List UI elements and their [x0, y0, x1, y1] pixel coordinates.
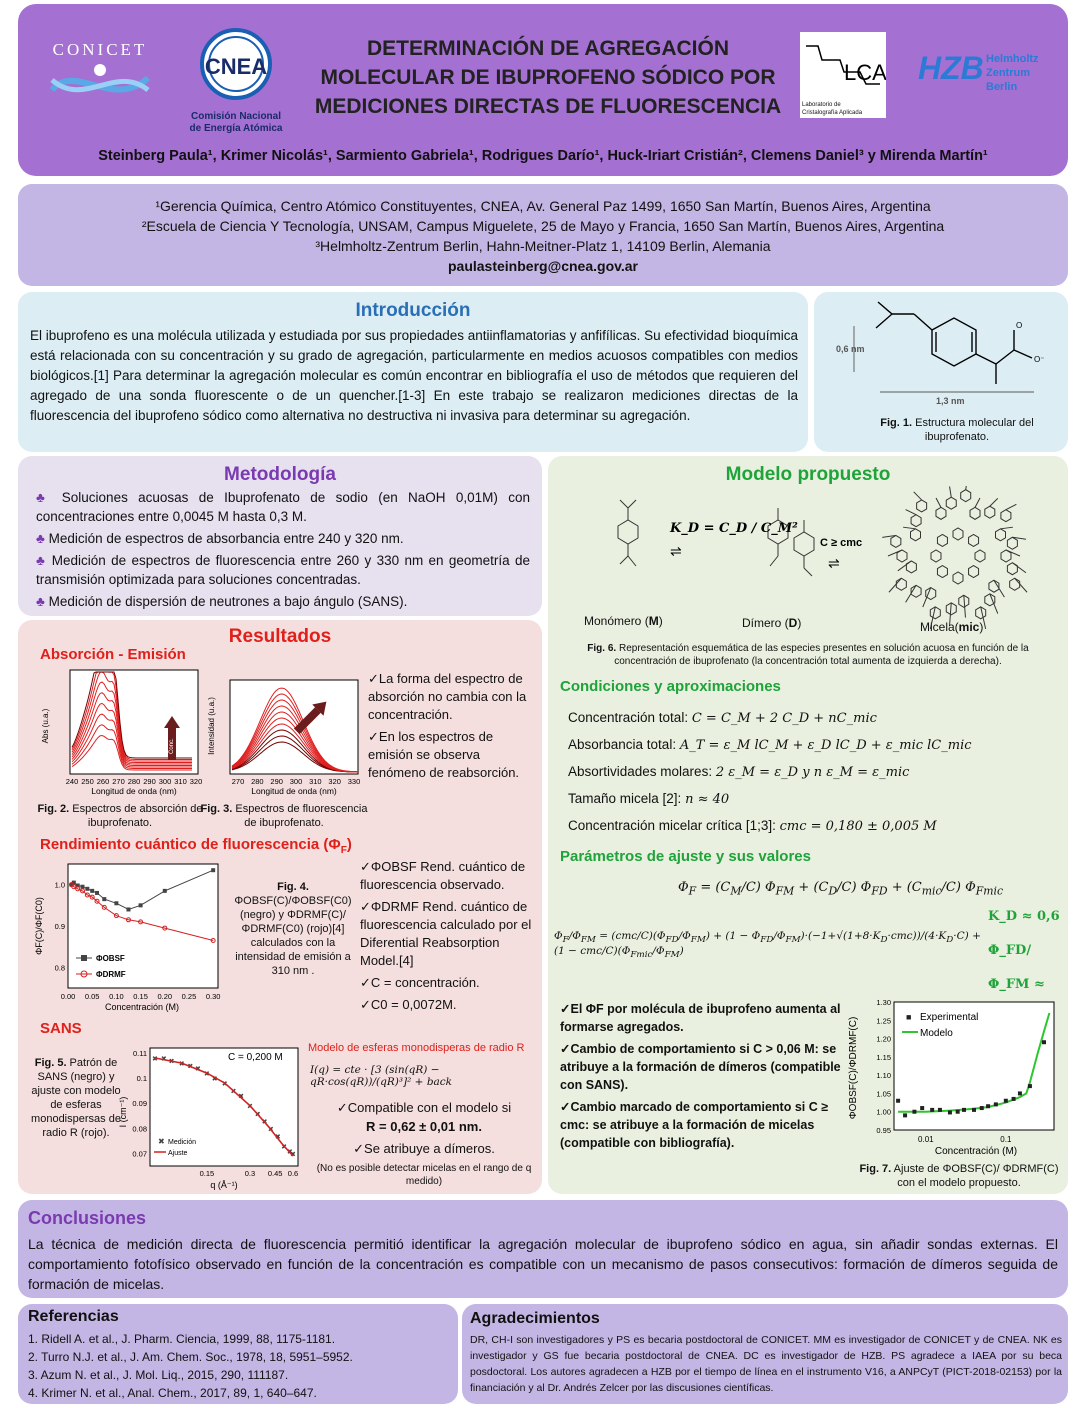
micelle-tail	[950, 487, 952, 498]
tick-label: 0.1	[136, 1074, 147, 1084]
data-point	[1012, 1097, 1016, 1101]
tick-label: 0.95	[876, 1126, 891, 1135]
data-point	[994, 1102, 998, 1106]
data-point: ✖	[211, 1076, 218, 1084]
rend-checks: ✓ΦOBSF Rend. cuántico de fluorescencia observado. ✓ΦDRMF Rend. cuántico de fluorescencia calculado por el Diferential Reabsorption Model.[4] ✓C = concentración. ✓C0 = 0,0072M.	[360, 859, 532, 1012]
conclusiones-text: La técnica de medición directa de fluorescencia permitió identificar la agregación molecular de ibuprofeno sódico en agua, sin añadir sondas externas. El comportamiento fotofísico observado en función de la concentración es compatible con un mecanismo de pasos consecutivos: formación de dímeros seguida de formación de micelas.	[28, 1236, 1058, 1292]
data-point: ✖	[261, 1118, 268, 1126]
svg-text:⇌: ⇌	[670, 543, 682, 559]
tick-label: 1.25	[876, 1016, 891, 1026]
rend-title: Rendimiento cuántico de fluorescencia $(\Phi_F)$	[40, 836, 352, 856]
reference-item: 2. Turro N.J. et al., J. Am. Chem. Soc., 1978, 18, 5951–5952.	[28, 1350, 353, 1364]
poster-title: DETERMINACIÓN DE AGREGACIÓN MOLECULAR DE IBUPROFENO SÓDICO POR MEDICIONES DIRECTAS DE FLUORESCENCIA	[314, 37, 782, 118]
sans-model-title: Modelo de esferas monodisperas de radio R	[308, 1042, 525, 1054]
tick-label: 0.30	[205, 992, 221, 1001]
data-point	[114, 901, 118, 905]
intro-text: El ibuprofeno es una molécula utilizada y estudiada por sus propiedades antiinflamatorias y anfifílicas. Su efectividad bioquímica está relacionada con su concentración y su grado de agregación, particularmente en medios acuosos compatibles con medios biológicos.[1] Para determinar la agregación molecular es común encontrar en bibliografía el uso de métodos que requieren del agregado de una sonda fluorescente o de un quencher.[1-3] En este trabajo se realizaron mediciones directas de la fluorescencia del ibuprofeno sódico como alternativa no destructiva ni invasiva para determinar su agregación.	[30, 328, 798, 423]
micelle-unit-icon	[936, 507, 946, 519]
author-list: Steinberg Paula¹, Krimer Nicolás¹, Sarmiento Gabriela¹, Rodrigues Darío¹, Huck-Iriart Cristián², Clemens Daniel³ y Mirenda Martín¹	[98, 148, 988, 164]
affiliation-2: ²Escuela de Ciencia Y Tecnología, UNSAM, Campus Miguelete, 25 de Mayo y Francia, 1650 San Martín, Buenos Aires, Argentina	[141, 218, 945, 234]
svg-text:0,6 nm: 0,6 nm	[836, 344, 865, 354]
micelle-unit-icon	[946, 497, 956, 509]
micelle-unit-icon	[970, 507, 980, 519]
fig4-caption: Fig. 4. ΦOBSF(C)/ΦOBSF(C0) (negro) y ΦDRMF(C)/ΦDRMF(C0) (rojo)[4] calculados con la intensidad de emisión a 310 nm .	[234, 881, 352, 977]
tick-label: 320	[328, 777, 341, 786]
data-point: ✖	[168, 1058, 175, 1066]
micelle-unit-icon	[911, 515, 921, 527]
fig7-chart	[842, 996, 1062, 1156]
svg-text:q (Å⁻¹): q (Å⁻¹)	[210, 1180, 238, 1190]
tick-label: 290	[270, 777, 283, 786]
micelle-unit-icon	[926, 588, 936, 600]
tick-label: 0.11	[132, 1049, 147, 1059]
data-point	[930, 1108, 934, 1112]
reference-item: 1. Ridell A. et al., J. Pharm. Ciencia, 1999, 88, 1175-1181.	[28, 1332, 336, 1346]
affiliations-box	[18, 184, 1068, 286]
data-point	[980, 1106, 984, 1110]
micelle-unit-icon	[985, 506, 995, 518]
tick-label: 250	[81, 777, 94, 786]
tick-label: 0.1	[1000, 1135, 1012, 1144]
svg-text:Concentración (M): Concentración (M)	[934, 1146, 1018, 1156]
svg-text:O: O	[1016, 321, 1023, 330]
data-point: ✖	[267, 1126, 274, 1134]
tick-label: 280	[127, 777, 141, 786]
conicet-swirl-icon	[44, 60, 156, 108]
data-point: ✖	[221, 1081, 228, 1089]
cnea-logo: CNEA Comisión Nacional de Energía Atómica	[186, 24, 286, 144]
svg-text:⇌: ⇌	[828, 555, 840, 571]
tick-label: 0.15	[133, 992, 148, 1001]
tick-label: 1.15	[876, 1052, 891, 1062]
micelle-unit-icon	[917, 500, 927, 512]
micelle-icon	[882, 486, 1027, 629]
modelo-checks: ✓El ΦF por molécula de ibuprofeno aumenta al formarse agregados. ✓Cambio de comportamiento si C > 0,06 M: se atribuye a la formación de dímeros (compatible con SANS). ✓Cambio marcado de comportamiento si C ≥ cmc: se atribuye a la formación de micelas (compatible con bibliografía).	[560, 1002, 841, 1150]
micelle-tail	[975, 498, 980, 507]
data-point: ✖	[187, 1063, 194, 1071]
fig7-caption: Fig. 7. Ajuste de ΦOBSF(C)/ ΦDRMF(C) con el modelo propuesto.	[859, 1163, 1059, 1189]
abs-em-title: Absorción - Emisión	[40, 646, 186, 663]
reference-item: 4. Krimer N. et al., Anal. Chem., 2017, 89, 1, 640–647.	[28, 1386, 317, 1400]
affiliation-3: ³Helmholtz-Zentrum Berlin, Hahn-Meitner-Platz 1, 14109 Berlin, Alemania	[315, 238, 771, 254]
svg-text:■: ■	[906, 1012, 912, 1022]
data-point	[986, 1104, 990, 1108]
tick-label: 0.3	[244, 1169, 256, 1178]
phi-equation-2: $\Phi_F/\Phi_{FM} = (cmc/C)(\Phi_{FD}/\Phi_{FM}) + (1 - \Phi_{FD}/\Phi_{FM})\cdot(-1+√(1+8\cdot K_D\cdot cmc))/(4\cdot K_D\cdot C) + (1 - cmc/C)(\Phi_{Fmic}/\Phi_{FM})$	[554, 930, 981, 961]
condiciones-list: Concentración total: C = C_M + 2 C_D + nC_mic Absorbancia total: A_T = ε_M lC_M + ε_D lC_D + ε_mic lC_mic Absortividades molares: 2 ε_M = ε_D y n ε_M = ε_mic Tamaño micela [2]: n ≈ 40 Concentración micelar crítica [1;3]: cmc = 0,180 ± 0,005 M	[568, 710, 972, 834]
micelle-unit-icon	[937, 534, 947, 546]
resultados-section	[18, 620, 542, 1194]
data-point: ✖	[178, 1061, 185, 1069]
data-point	[962, 1108, 966, 1112]
micelle-unit-icon	[931, 550, 941, 562]
data-point: ✖	[274, 1133, 281, 1141]
tick-label: 0.00	[60, 992, 76, 1001]
micelle-tail	[914, 492, 922, 500]
sans-title: SANS	[40, 1020, 82, 1037]
tick-label: 310	[174, 777, 187, 786]
svg-text:O⁻: O⁻	[1034, 355, 1045, 364]
data-point	[102, 897, 106, 901]
tick-label: 300	[158, 777, 172, 786]
tick-label: 0.05	[84, 992, 100, 1001]
micelle-tail	[966, 486, 968, 490]
data-point: ✖	[281, 1143, 288, 1151]
metodologia-item: ♣ Medición de espectros de absorbancia entre 240 y 320 nm.	[36, 531, 404, 546]
micelle-tail	[1001, 527, 1013, 529]
data-point	[85, 887, 89, 891]
micelle-unit-icon	[953, 528, 963, 540]
micelle-unit-icon	[910, 529, 920, 541]
monomer-icon	[618, 500, 638, 566]
data-point	[1018, 1091, 1022, 1095]
sans-model-equation: I(q) = cte · [3 (sin(qR) − qR·cos(qR))/(qR)³]² + back	[310, 1064, 453, 1088]
abs-checks: ✓La forma del espectro de absorción no cambia con la concentración. ✓En los espectros de emisión se observa fenómeno de reabsorción.	[368, 671, 527, 780]
svg-text:I (cm⁻¹): I (cm⁻¹)	[118, 1096, 128, 1128]
data-point: ✖	[195, 1066, 201, 1074]
fig6-caption: Fig. 6. Representación esquemática de las especies presentes en solución acuosa en función de la concentración de ibuprofenato (la concentración total aumenta de izquierda a derecha).	[587, 643, 1029, 667]
micelle-unit-icon	[896, 578, 906, 590]
agradecimientos-section	[462, 1304, 1068, 1404]
micelle-tail	[888, 550, 902, 556]
phi-equation-1: $\Phi_F = (C_M/C) \Phi_{FM} + (C_D/C) \Phi_{FD} + (C_{mic}/C)$ $\Phi_{Fmic}$	[678, 880, 1004, 898]
svg-text:Longitud de onda (nm): Longitud de onda (nm)	[91, 786, 177, 796]
micelle-tail	[990, 594, 998, 614]
micelle-unit-icon	[1007, 537, 1017, 549]
data-point	[211, 868, 215, 872]
micelle-unit-icon	[1001, 510, 1011, 522]
metodologia-item: ♣ Medición de dispersión de neutrones a bajo ángulo (SANS).	[36, 594, 408, 609]
data-point: ✖	[151, 1056, 158, 1064]
data-point	[163, 889, 167, 893]
modelo-title: Modelo propuesto	[725, 464, 891, 485]
tick-label: 0.25	[181, 992, 197, 1001]
tick-label: 270	[231, 777, 245, 786]
micelle-unit-icon	[961, 490, 971, 502]
tick-label: 310	[309, 777, 322, 786]
tick-label: 1.00	[876, 1107, 891, 1117]
tick-label: 0.10	[109, 992, 124, 1001]
reference-item: 3. Azum N. et al., J. Mol. Liq., 2015, 290, 111187.	[28, 1368, 289, 1382]
data-point	[972, 1108, 976, 1112]
svg-text:✖: ✖	[158, 1137, 165, 1146]
data-point: ✖	[254, 1111, 261, 1119]
tick-label: 280	[251, 777, 264, 786]
svg-text:ΦOBSF(C)/ΦDRMF(C): ΦOBSF(C)/ΦDRMF(C)	[848, 1016, 859, 1120]
tick-label: 1.10	[876, 1071, 891, 1081]
svg-text:Experimental: Experimental	[920, 1012, 979, 1023]
hzb-logo: HZB Helmholtz Zentrum Berlin	[918, 50, 1039, 93]
metodologia-item: ♣ Medición de espectros de fluorescencia entre 260 y 330 nm en geometría de transmisión optimizada para soluciones concentradas.	[36, 553, 530, 587]
fig1-caption: Fig. 1. Estructura molecular del ibuprofenato.	[880, 417, 1034, 443]
fig5-caption: Fig. 5. Patrón de SANS (negro) y ajuste con modelo de esferas monodispersas de radio R (rojo).	[31, 1057, 121, 1139]
svg-text:C ≥ cmc: C ≥ cmc	[820, 537, 863, 549]
dimer-icon	[768, 508, 814, 576]
param-values: K_D ≈ 0,6 Φ_FD/Φ_FM ≈	[988, 909, 1060, 992]
intro-title: Introducción	[355, 300, 471, 321]
tick-label: 0.6	[287, 1169, 299, 1178]
resultados-title: Resultados	[228, 626, 332, 647]
svg-text:C = 0,200 M: C = 0,200 M	[228, 1052, 283, 1063]
micelle-tail	[1015, 578, 1027, 592]
tick-label: 240	[65, 777, 79, 786]
data-point	[948, 1110, 952, 1114]
micelle-tail	[1012, 563, 1026, 573]
tick-label: 1.05	[876, 1089, 891, 1099]
micelle-tail	[1006, 550, 1020, 556]
micelle-unit-icon	[1010, 578, 1020, 590]
tick-label: 0.20	[157, 992, 173, 1001]
data-point	[81, 885, 85, 889]
referencias-title: Referencias	[28, 1308, 119, 1325]
tick-label: 330	[347, 777, 361, 786]
micelle-unit-icon	[985, 594, 995, 606]
data-point	[956, 1110, 960, 1114]
fig1-box	[814, 292, 1068, 452]
header-banner	[18, 4, 1068, 176]
data-point	[896, 1099, 900, 1103]
micelle-unit-icon	[937, 566, 947, 578]
tick-label: 290	[143, 777, 156, 786]
svg-text:LCA: LCA	[844, 60, 886, 85]
metodologia-item: ♣ Soluciones acuosas de Ibuprofenato de sodio (en NaOH 0,01M) con concentraciones entre 0,0045 M hasta 0,3 M.	[36, 490, 530, 524]
svg-text:1,3 nm: 1,3 nm	[936, 396, 965, 406]
fig4-chart	[32, 858, 222, 1014]
data-point	[938, 1108, 942, 1112]
data-point: ✖	[238, 1093, 244, 1101]
conclusiones-title: Conclusiones	[28, 1208, 147, 1228]
micelle-unit-icon	[1007, 563, 1017, 575]
data-point	[139, 903, 143, 907]
data-point: ✖	[160, 1056, 167, 1064]
data-point	[90, 889, 94, 893]
tick-label: 260	[96, 777, 110, 786]
condiciones-title: Condiciones y aproximaciones	[560, 678, 781, 695]
micelle-tail	[898, 561, 912, 571]
metodologia-section	[18, 456, 542, 616]
ibuprofenate-structure	[814, 292, 1068, 412]
svg-text:ΦDRMF: ΦDRMF	[96, 970, 126, 979]
svg-text:Conc.: Conc.	[169, 738, 175, 754]
tick-label: 300	[289, 777, 303, 786]
micelle-tail	[906, 510, 916, 515]
micelle-unit-icon	[975, 550, 985, 562]
micelle-unit-icon	[891, 535, 901, 547]
tick-label: 0.07	[132, 1149, 147, 1159]
data-point	[912, 1110, 916, 1114]
svg-text:Intensidad (u.a.): Intensidad (u.a.)	[207, 697, 216, 755]
tick-label: 0.01	[918, 1135, 934, 1144]
tick-label: 0.9	[54, 922, 65, 931]
data-point: ✖	[246, 1103, 253, 1111]
micelle-unit-icon	[996, 529, 1006, 541]
tick-label: 0.09	[132, 1099, 147, 1109]
svg-text:Longitud de onda (nm): Longitud de onda (nm)	[251, 786, 337, 796]
intro-section	[18, 292, 808, 452]
svg-text:Medición: Medición	[168, 1139, 197, 1146]
referencias-section	[18, 1304, 458, 1404]
data-point: ✖	[290, 1151, 296, 1159]
tick-label: 320	[189, 777, 203, 786]
conclusiones-section	[18, 1200, 1068, 1298]
svg-text:K_D = C_D / C_M²: K_D = C_D / C_M²	[670, 521, 798, 536]
micelle-tail	[903, 527, 915, 529]
affiliation-1: ¹Gerencia Química, Centro Atómico Constituyentes, CNEA, Av. General Paz 1499, 1650 San Martín, Buenos Aires, Argentina	[155, 198, 931, 214]
svg-text:Modelo: Modelo	[920, 1028, 953, 1039]
modelo-section: Modelo propuesto K_D = C_D / C_M² ⇌ C ≥ cmc ⇌ Monómero (M) Dímero (D) Micela(mic) Fig. 6. Representación esquemática de las especies presentes en solución acuosa en función de la concentración de ibuprofenato (la concentración total aumenta de izquierda a derecha). Condiciones y aproximaciones Concentración total: C = C_M + 2 C_D + nC_mic Absorbancia total: A_T = ε_M lC_M + ε_D lC_D + ε_mic lC_mic Absortividades molares: 2 ε_M = ε_D y n ε_M = ε_mic Tamaño micela [2]: n ≈ 40 Concentración micelar crítica [1;3]: cmc = 0,180 ± 0,005 M Parámetros de ajuste y sus valores $\Phi_F = (C_M/C) \Phi_{FM} + (C_D/C) \Phi_{FD} + (C_{mic}/C)$ $\Phi_{Fmic}$ $\Phi_F/\Phi_{FM} = (cmc/C)(\Phi_{FD}/\Phi_{FM}) + (1 - \Phi_{FD}/\Phi_{FM})\cdot(-1+√(1+8\cdot K_D\cdot cmc))/(4\cdot K_D\cdot C) + (1 - cmc/C)(\Phi_{Fmic}/\Phi_{FM})$ K_D ≈ 0,6 Φ_FD/Φ_FM ≈ ✓El ΦF por molécula de ibuprofeno aumenta al formarse agregados. ✓Cambio de comportamiento si C > 0,06 M: se atribuye a la formación de dímeros (compatible con SANS). ✓Cambio marcado de comportamiento si C ≥ cmc: se atribuye a la formación de micelas (compatible con bibliografía). 0.01 0.1 0.95 1.00 1.05 1.10 1.15 1.20 1.25 1.30 ΦOBSF(C)/ΦDRMF(C) Concentración (M) ■ Experimental Modelo Fig. 7. Ajuste de ΦOBSF(C)/ ΦDRMF(C) con el modelo propuesto.	[548, 456, 1068, 1194]
micelle-tail	[936, 498, 941, 507]
svg-text:ΦOBSF: ΦOBSF	[96, 954, 125, 963]
data-point	[903, 1113, 907, 1117]
fig2-absorption-chart	[36, 666, 204, 798]
conicet-logo: CONICET	[44, 40, 156, 110]
micelle-tail	[1006, 504, 1016, 509]
svg-text:Ajuste: Ajuste	[168, 1150, 188, 1157]
micelle-tail	[990, 498, 998, 506]
fig3-caption: Fig. 3. Espectros de fluorescencia de ibuprofenato.	[200, 803, 368, 829]
agradecimientos-text: DR, CH-I son investigadores y PS es becaria postdoctoral de CONICET. MM es investigador de CONICET y de CNEA. NK es investigador y GS fue becaria postdoctoral de CNEA. DC es investigador de HZB. PS agradece a IAEA por su beca posdoctoral. Los autores agradecen a HZB por el tiempo de línea en el instrumento V16, a ANPCyT (PICT-2018-02153) por la financiación y al Dr. Andrés Zelcer por las discusiones científicas.	[470, 1334, 1062, 1394]
tick-label: 0.45	[267, 1169, 283, 1178]
sans-checks: ✓Compatible con el modelo si R = 0,62 ± 0,01 nm. ✓Se atribuye a dímeros. (No es posible detectar micelas en el rango de q medido)	[316, 1100, 532, 1187]
data-point	[1028, 1084, 1032, 1088]
svg-text:ΦF(C)/ΦF(C0): ΦF(C)/ΦF(C0)	[34, 897, 44, 955]
lca-logo: LCA Laboratorio de Cristalografía Aplicada	[800, 32, 886, 118]
fig3-fluorescence-chart	[204, 666, 364, 798]
micelle-unit-icon	[969, 566, 979, 578]
agradecimientos-title: Agradecimientos	[470, 1310, 600, 1327]
micelle-unit-icon	[906, 561, 916, 573]
svg-text:Abs (u.a.): Abs (u.a.)	[41, 708, 50, 744]
tick-label: 1.30	[876, 998, 891, 1007]
micelle-tail	[994, 580, 1004, 597]
cnea-letters: CNEA	[204, 54, 268, 79]
data-point: ✖	[286, 1148, 293, 1156]
tick-label: 0.15	[199, 1169, 215, 1178]
data-point: ✖	[230, 1088, 237, 1096]
data-point	[126, 907, 130, 911]
tick-label: 0.08	[132, 1124, 147, 1134]
data-point	[95, 891, 99, 895]
fig5-sans-chart	[118, 1042, 302, 1192]
micelle-tail	[889, 578, 901, 592]
metodologia-title: Metodología	[224, 464, 336, 485]
data-point	[1004, 1099, 1008, 1103]
micelle-unit-icon	[969, 534, 979, 546]
tick-label: 1.0	[54, 880, 65, 890]
data-point	[920, 1106, 924, 1110]
tick-label: 0.8	[54, 963, 65, 973]
svg-text:Concentración (M): Concentración (M)	[104, 1002, 180, 1012]
fig2-caption: Fig. 2. Espectros de absorción de ibuprofenato.	[37, 803, 203, 829]
parametros-title: Parámetros de ajuste y sus valores	[560, 848, 811, 865]
tick-label: 1.20	[876, 1034, 891, 1044]
contact-email[interactable]: paulasteinberg@cnea.gov.ar	[447, 258, 638, 274]
tick-label: 270	[112, 777, 125, 786]
data-point	[1042, 1040, 1046, 1044]
micelle-unit-icon	[953, 572, 963, 584]
data-point: ✖	[203, 1071, 210, 1079]
